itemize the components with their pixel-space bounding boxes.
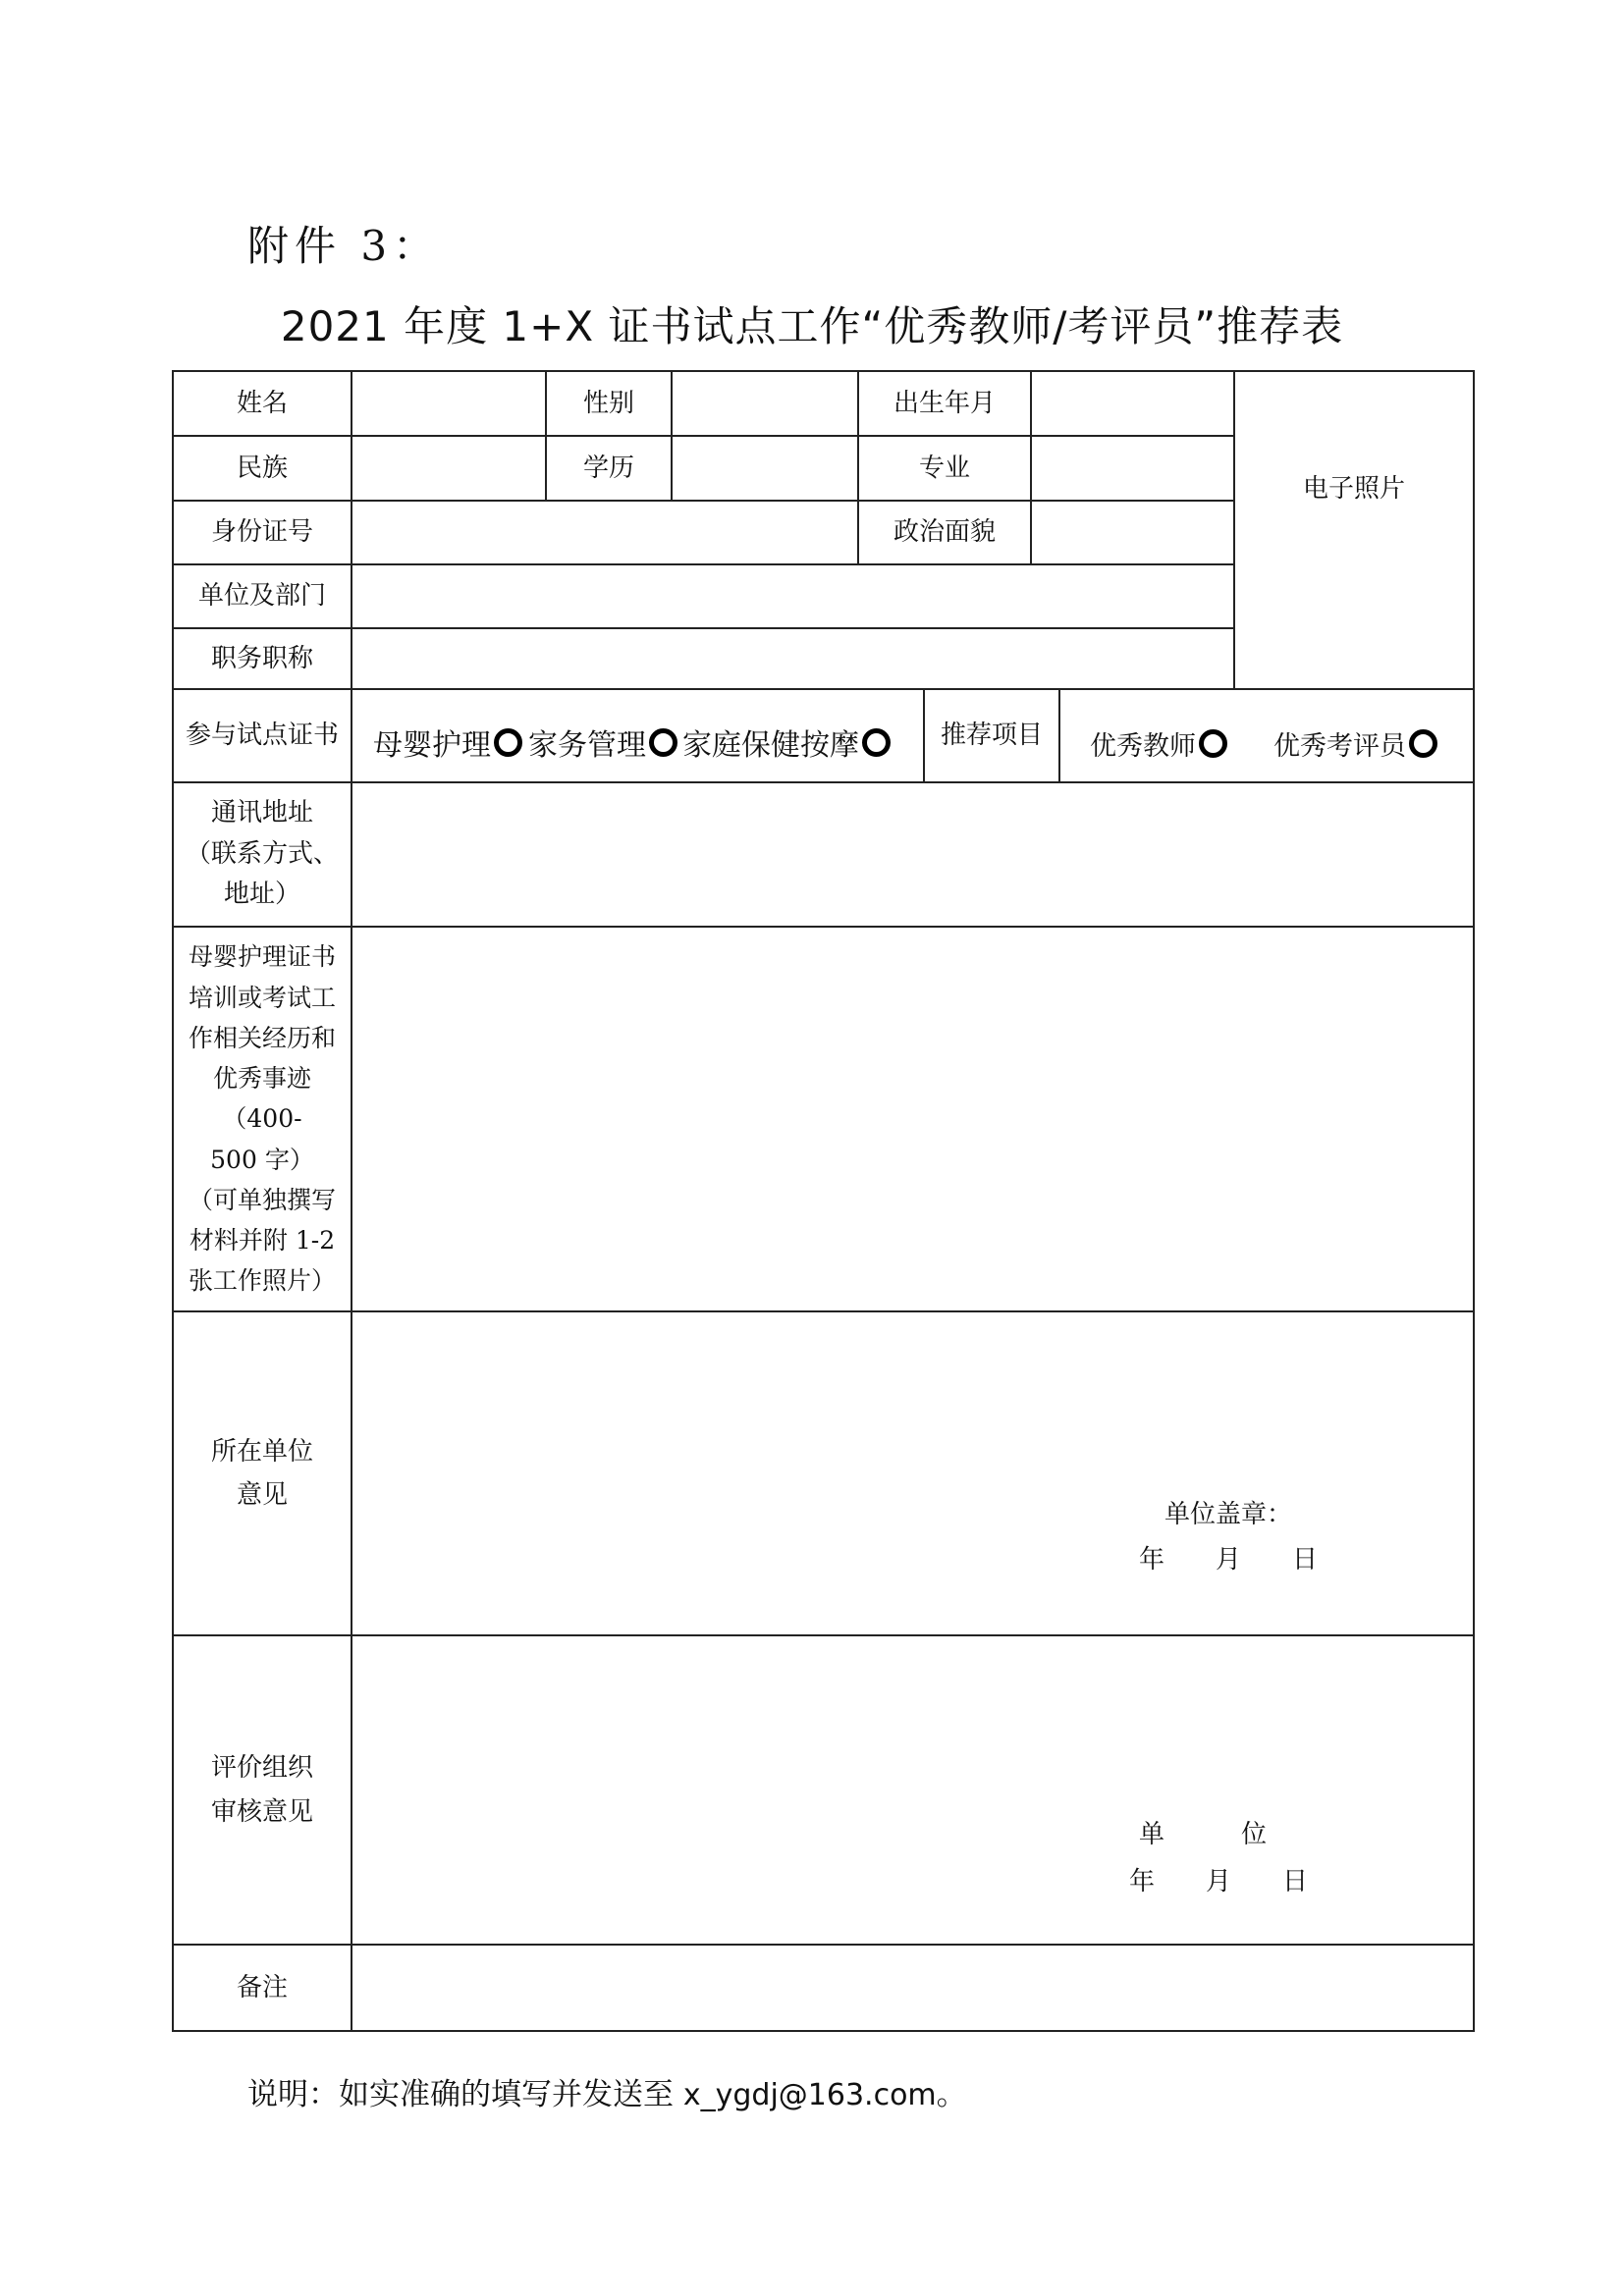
radio-icon[interactable] [1199,729,1227,758]
pilot-option-label: 家庭保健按摩 [682,728,859,763]
name-field[interactable] [352,372,545,435]
political-label: 政治面貌 [893,517,996,548]
major-field[interactable] [1032,437,1233,500]
ethnicity-field[interactable] [352,437,545,500]
unit-field[interactable] [352,565,1233,627]
job-title-label: 职务职称 [210,643,313,673]
project-option-examiner[interactable] [1273,724,1440,763]
project-option-label: 优秀教师 [1090,731,1196,762]
experience-label-line: 张工作照片） [188,1266,336,1296]
org-opinion-label [174,1636,351,1944]
photo-cell[interactable] [1235,372,1473,688]
radio-icon[interactable] [494,728,522,757]
project-option-teacher[interactable] [1090,724,1230,763]
experience-label-line: 500 字） [210,1145,314,1174]
remarks-field[interactable] [352,1946,1473,2030]
note-suffix: 。 [936,2077,967,2112]
experience-label-line: 母婴护理证书 [188,942,336,972]
org-opinion-field[interactable] [352,1636,1473,1944]
pilot-option-label: 母婴护理 [373,728,491,763]
note-prefix: 说明：如实准确的填写并发送至 [247,2077,683,2112]
experience-label-line: 优秀事迹（400- [212,1064,311,1134]
experience-label-line: 材料并附 1-2 [189,1226,336,1255]
column-divider [1058,688,1060,782]
form-title: 2021 年度 1+X 证书试点工作“优秀教师/考评员”推荐表 [280,302,1344,350]
unit-opinion-label-line: 意见 [236,1480,288,1510]
unit-date-label: 年 月 日 [1139,1545,1319,1575]
gender-field[interactable] [673,372,857,435]
contact-email-link[interactable]: x_ygdj@163.com [682,2078,937,2112]
org-opinion-label-line: 评价组织 [210,1753,313,1784]
experience-field[interactable] [352,928,1473,1310]
radio-icon[interactable] [862,728,891,757]
unit-opinion-label [174,1312,351,1634]
education-field[interactable] [673,437,857,500]
address-label-line: 通讯地址 [210,798,313,828]
education-label: 学历 [582,453,634,483]
address-label-line: 地址） [223,880,300,910]
attachment-label: 附件 3： [247,222,441,270]
pilot-label: 参与试点证书 [185,721,339,751]
address-field[interactable] [352,783,1473,926]
table-border-right [1473,370,1475,2032]
id-field[interactable] [352,502,857,563]
address-label [174,783,351,926]
org-date-label: 年 月 日 [1129,1867,1309,1896]
radio-icon[interactable] [649,728,677,757]
footer-note [247,2069,967,2113]
job-title-field[interactable] [352,629,1233,688]
org-opinion-label-line: 审核意见 [210,1796,313,1827]
pilot-option-massage[interactable] [682,721,893,764]
pilot-option-label: 家务管理 [528,728,646,763]
birth-label: 出生年月 [893,388,996,418]
gender-label: 性别 [582,388,634,418]
unit-seal-label: 单位盖章： [1164,1500,1293,1529]
experience-label-line: 培训或考试工 [188,983,336,1012]
pilot-option-maternal[interactable] [373,721,525,764]
id-label: 身份证号 [210,517,313,548]
project-option-label: 优秀考评员 [1273,731,1406,762]
unit-opinion-field[interactable] [352,1312,1473,1634]
political-field[interactable] [1032,502,1233,563]
org-unit-label: 单 位 [1139,1820,1268,1849]
unit-label: 单位及部门 [197,581,326,612]
remarks-label: 备注 [236,1972,288,2002]
major-label: 专业 [918,453,970,483]
table-border-bottom [172,2030,1475,2032]
unit-opinion-label-line: 所在单位 [210,1436,313,1467]
pilot-option-housekeeping[interactable] [528,721,680,764]
address-label-line: （联系方式、 [185,838,339,869]
radio-icon[interactable] [1409,729,1437,758]
experience-label [174,928,351,1310]
name-label: 姓名 [236,388,288,418]
birth-field[interactable] [1032,372,1233,435]
row-divider [172,688,1475,690]
ethnicity-label: 民族 [236,453,288,483]
project-label: 推荐项目 [940,721,1043,751]
experience-label-line: （可单独撰写 [188,1185,336,1214]
photo-label: 电子照片 [1302,473,1405,504]
experience-label-line: 作相关经历和 [188,1023,336,1052]
